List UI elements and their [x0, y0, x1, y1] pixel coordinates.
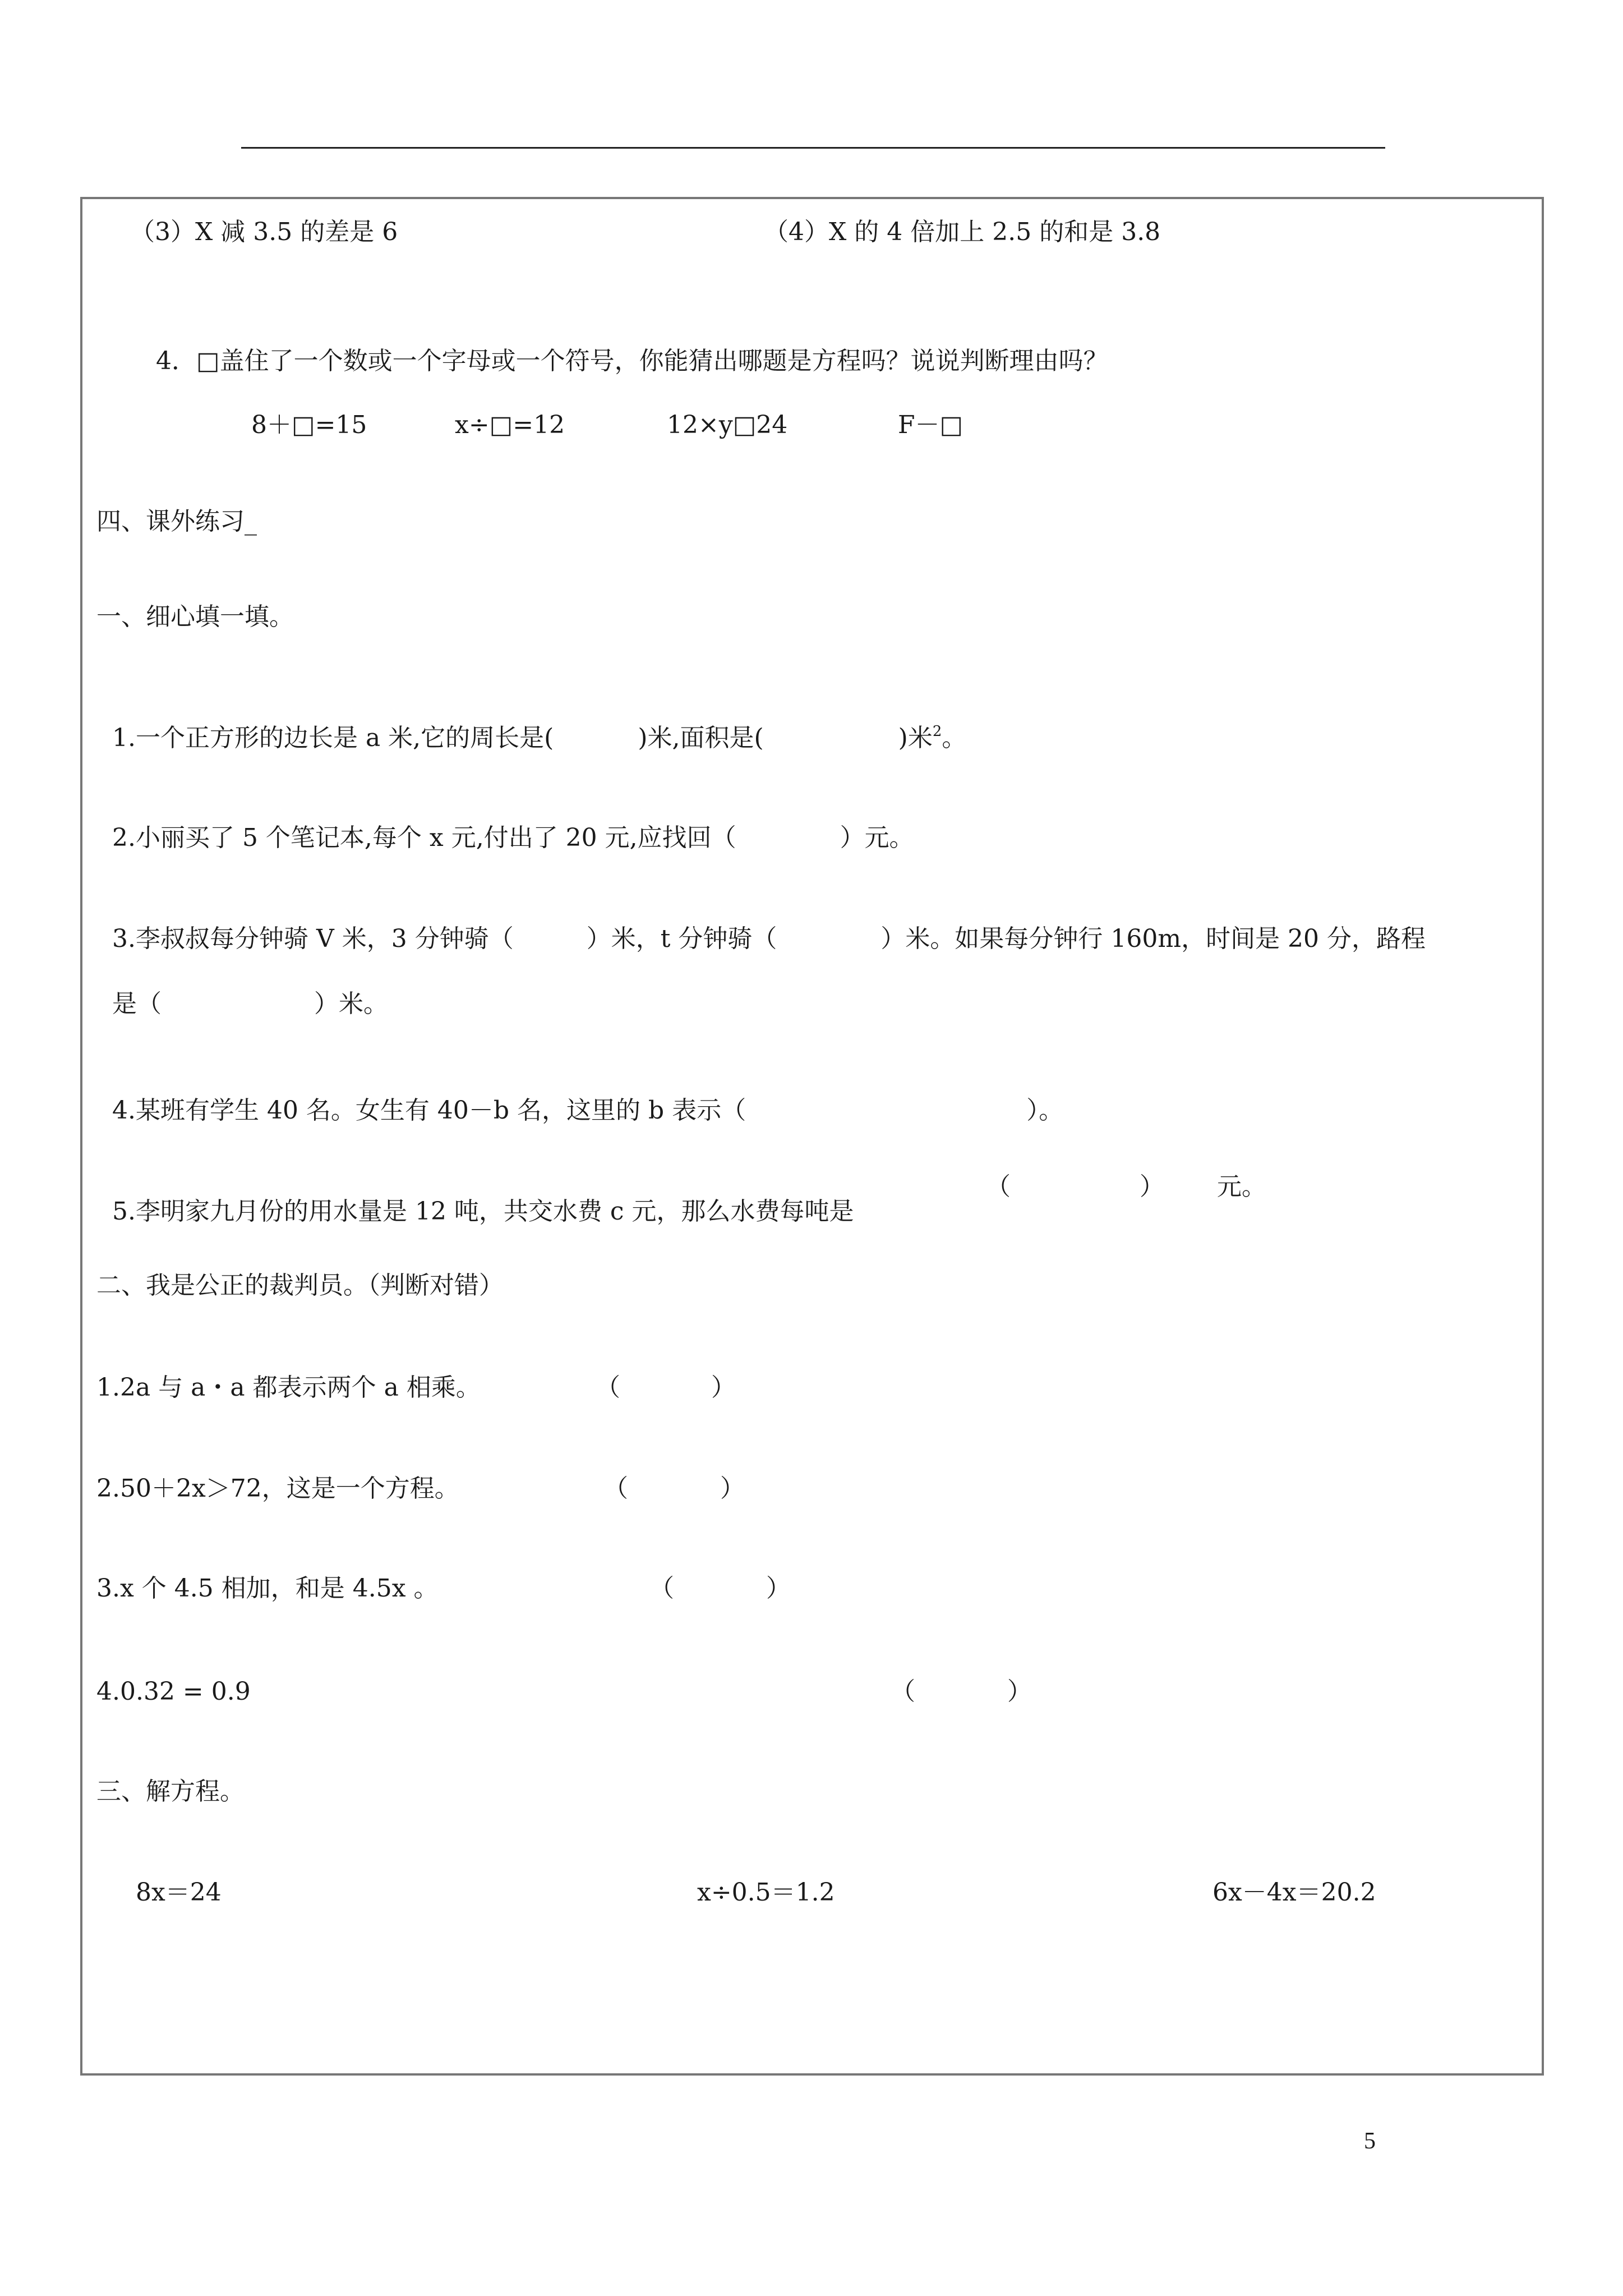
item-4-text: （4）X 的 4 倍加上 2.5 的和是 3.8: [764, 218, 1161, 246]
equation-1: 8x＝24: [136, 1878, 222, 1907]
judge-item-1-open: （: [596, 1373, 620, 1402]
equation-3: 6x－4x＝20.2: [1212, 1878, 1376, 1907]
judge-item-4-open: （: [891, 1677, 915, 1706]
fill-item-5-close: ）: [1140, 1172, 1164, 1201]
fill-item-5: 5.李明家九月份的用水量是 12 吨，共交水费 c 元，那么水费每吨是: [112, 1197, 854, 1226]
question-4-prompt: 4．□盖住了一个数或一个字母或一个符号，你能猜出哪题是方程吗？说说判断理由吗？: [156, 347, 1108, 375]
fill-item-3-continued: 是（ ）米。: [112, 990, 388, 1018]
part-1-title: 一、细心填一填。: [96, 602, 294, 631]
header-rule: [241, 147, 1385, 149]
judge-item-3-close: ）: [766, 1574, 791, 1603]
content-frame: [80, 197, 1544, 2076]
section-4-title: 四、课外练习_: [96, 507, 257, 536]
judge-item-3-open: （: [649, 1574, 674, 1603]
fill-item-1: 1.一个正方形的边长是 a 米,它的周长是( )米,面积是( )米$^2$。: [112, 723, 967, 752]
judge-item-3: 3.x 个 4.5 相加，和是 4.5x 。: [96, 1574, 439, 1603]
part-3-title: 三、解方程。: [96, 1777, 245, 1806]
item-3-text: （3）X 减 3.5 的差是 6: [130, 218, 398, 246]
question-4-option: 12×y□24: [667, 411, 788, 439]
fill-item-3: 3.李叔叔每分钟骑 V 米，3 分钟骑（ ）米，t 分钟骑（ ）米。如果每分钟行 160m，时间是 20 分，路程: [112, 924, 1426, 953]
judge-item-2-open: （: [603, 1474, 628, 1503]
page-number: 5: [1364, 2128, 1376, 2154]
question-4-option: F－□: [898, 411, 963, 439]
judge-item-4-close: ）: [1007, 1677, 1032, 1706]
question-4-option: 8＋□=15: [251, 411, 367, 439]
judge-item-2-close: ）: [720, 1474, 745, 1503]
question-4-option: x÷□=12: [455, 411, 565, 439]
judge-item-1: 1.2a 与 a・a 都表示两个 a 相乘。: [96, 1373, 481, 1402]
fill-item-5-open: （: [986, 1172, 1011, 1201]
part-2-title: 二、我是公正的裁判员。（判断对错）: [96, 1271, 504, 1300]
judge-item-1-close: ）: [711, 1373, 736, 1402]
judge-item-2: 2.50＋2x＞72，这是一个方程。: [96, 1474, 459, 1503]
fill-item-5-unit: 元。: [1217, 1172, 1266, 1201]
fill-item-4: 4.某班有学生 40 名。女生有 40－b 名，这里的 b 表示（ ）。: [112, 1096, 1064, 1125]
equation-2: x÷0.5＝1.2: [697, 1878, 835, 1907]
fill-item-2: 2.小丽买了 5 个笔记本,每个 x 元,付出了 20 元,应找回（ ）元。: [112, 823, 914, 852]
judge-item-4: 4.0.32 = 0.9: [96, 1677, 251, 1706]
